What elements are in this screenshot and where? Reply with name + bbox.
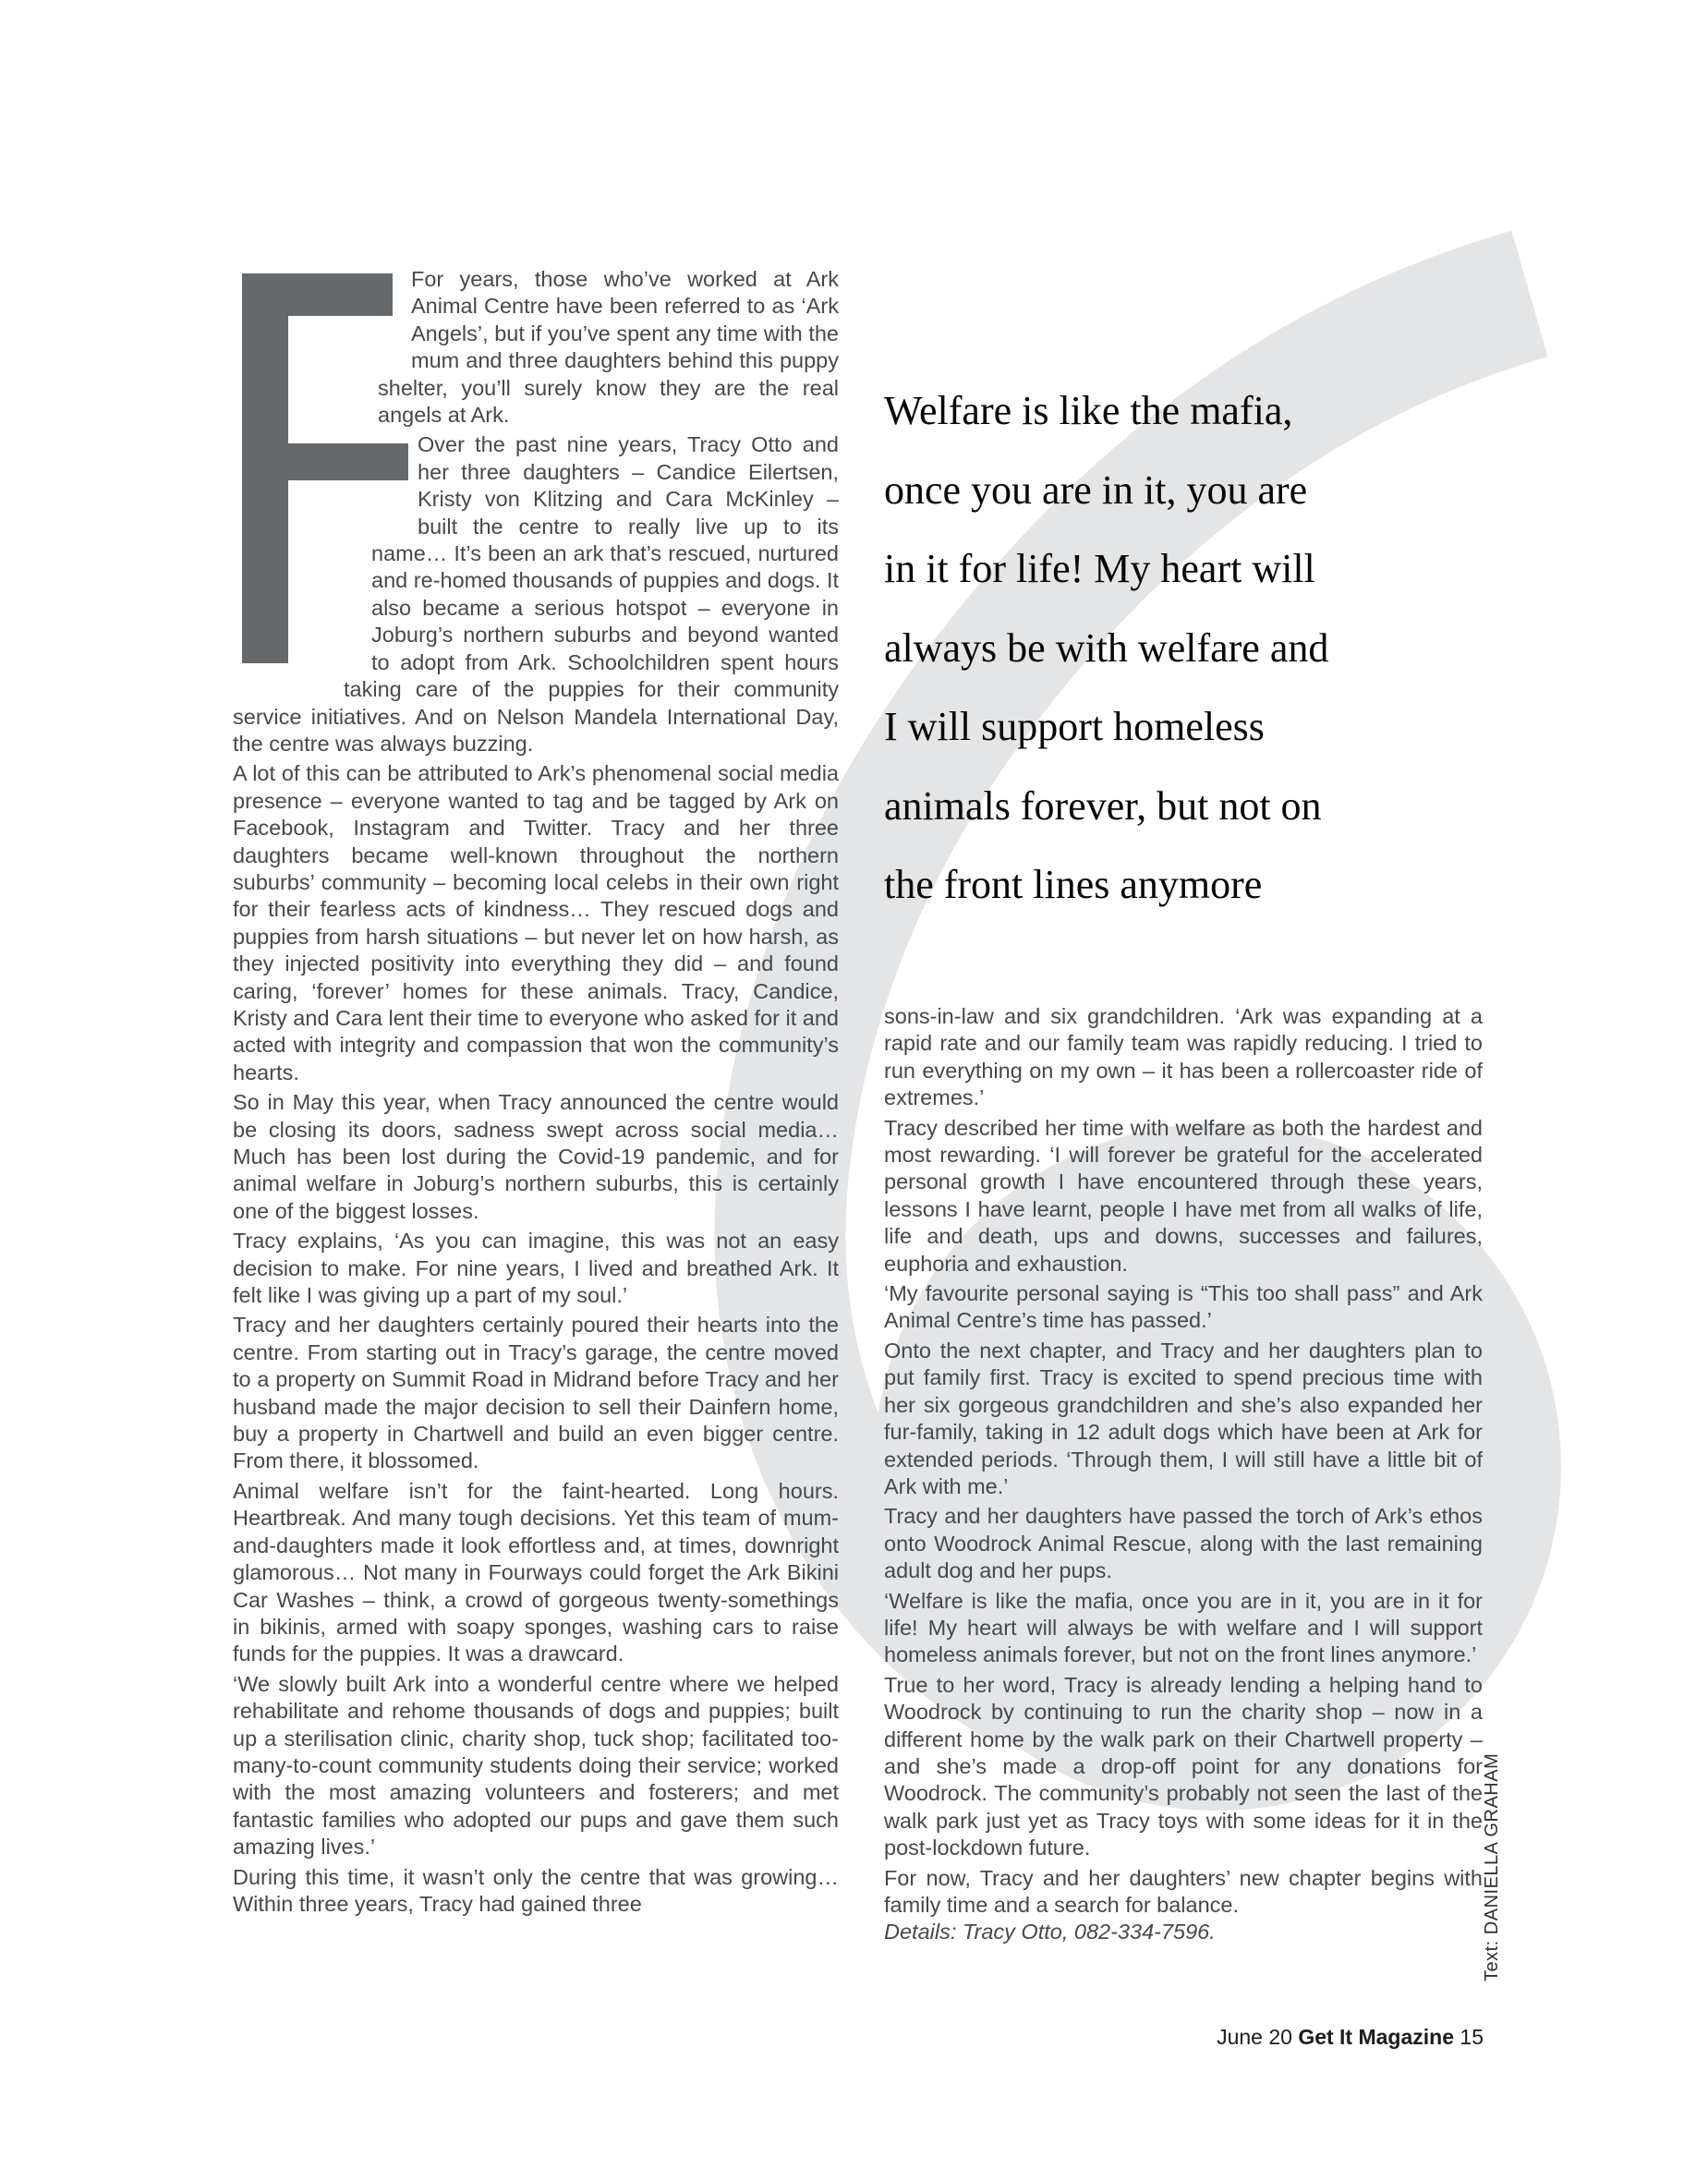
footer-magazine-title: Get It Magazine <box>1298 2025 1455 2049</box>
paragraph: sons-in-law and six grandchildren. ‘Ark was expanding at a rapid rate and our family team was rapidly reducing. I tried to run everything on my own – it has been a rollercoaster ride of extremes.’ <box>884 1004 1483 1110</box>
paragraph: Tracy described her time with welfare as both the hardest and most rewarding. ‘I will forever be grateful for the accelerated personal growth I have encountered through these years, lessons I have learnt, people I have met from all walks of life, life and death, ups and downs, successes and failures, euphoria and exhaustion. <box>884 1115 1483 1276</box>
paragraph: once you are in it, you are <box>884 466 1308 513</box>
left-column <box>233 266 839 1918</box>
contact-details: Details: Tracy Otto, 082-334-7596. <box>884 1920 1216 1945</box>
paragraph: For years, those who’ve worked at Ark Animal Centre have been referred to as ‘Ark Angels’, but if you’ve spent any time with the mum and three daughters behind this puppy shelter, you’ll surely know they are the real angels at Ark. <box>378 267 839 428</box>
paragraph: ‘My favourite personal saying is “This too shall pass” and Ark Animal Centre’s time has passed.’ <box>884 1281 1483 1333</box>
paragraph: Tracy explains, ‘As you can imagine, this was not an easy decision to make. For nine years, I lived and breathed Ark. It felt like I was giving up a part of my soul.’ <box>233 1229 839 1308</box>
author-credit: Text: DANIELLA GRAHAM <box>1482 1752 1502 1981</box>
right-column <box>884 1003 1483 1946</box>
paragraph: the front lines anymore <box>884 862 1263 907</box>
paragraph: A lot of this can be attributed to Ark’s phenomenal social media presence – everyone wanted to tag and be tagged by Ark on Facebook, Instagram and Twitter. Tracy and her three daughters became well-known throughout the northern suburbs’ community – becoming local celebs in their own right for their fearless acts of kindness… They rescued dogs and puppies from harsh situations – but never let on how harsh, as they injected positivity into everything they did – and found caring, ‘forever’ homes for these animals. Tracy, Candice, Kristy and Cara lent their time to everyone who asked for it and acted with integrity and compassion that won the community’s hearts. <box>233 761 839 1084</box>
paragraph: ‘Welfare is like the mafia, once you are in it, you are in it for life! My heart will always be with welfare and I will support homeless animals forever, but not on the front lines anymore.’ <box>884 1588 1483 1667</box>
pull-quote-lines <box>884 371 1494 925</box>
paragraph: True to her word, Tracy is already lending a helping hand to Woodrock by continuing to run the charity shop – now in a different home by the walk park on their Chartwell property – and she’s made a drop-off point for any donations for Woodrock. The community’s probably not seen the last of the walk park just yet as Tracy toys with some ideas for it in the post-lockdown future. <box>884 1672 1483 1860</box>
paragraph: Animal welfare isn’t for the faint-hearted. Long hours. Heartbreak. And many tough decisions. Yet this team of mum-and-daughters made it look effortless and, at times, downright glamorous… Not many in Fourways could forget the Ark Bikini Car Washes – think, a crowd of gorgeous twenty-somethings in bikinis, armed with soapy sponges, washing cars to raise funds for the puppies. It was a drawcard. <box>233 1478 839 1666</box>
paragraph: Over the past nine years, Tracy Otto and her three daughters – Candice Eilertsen, Kristy von Klitzing and Cara McKinley – built the centre to really live up to its name… It’s been an ark that’s rescued, nurtured and re-homed thousands of puppies and dogs. It also became a serious hotspot – everyone in Joburg’s northern suburbs and beyond wanted to adopt from Ark. Schoolchildren spent hours taking care of the puppies for their community service initiatives. And on Nelson Mandela International Day, the centre was always buzzing. <box>233 432 839 756</box>
page-footer <box>924 2025 1484 2050</box>
paragraph: in it for life! My heart will <box>884 546 1315 591</box>
paragraph: During this time, it wasn’t only the centre that was growing… Within three years, Tracy had gained three <box>233 1864 839 1916</box>
paragraph: always be with welfare and <box>884 624 1329 671</box>
paragraph: So in May this year, when Tracy announced the centre would be closing its doors, sadness swept across social media… Much has been lost during the Covid-19 pandemic, and for animal welfare in Joburg’s northern suburbs, this is certainly one of the biggest losses. <box>233 1090 839 1223</box>
paragraph: Tracy and her daughters have passed the torch of Ark’s ethos onto Woodrock Animal Rescue, along with the last remaining adult dog and her pups. <box>884 1504 1483 1583</box>
pull-quote <box>884 371 1494 925</box>
paragraph: Onto the next chapter, and Tracy and her daughters plan to put family first. Tracy is excited to spend precious time with her six gorgeous grandchildren and she’s also expanded her fur-family, taking in 12 adult dogs which have been at Ark for extended periods. ‘Through them, I will still have a little bit of Ark with me.’ <box>884 1338 1483 1498</box>
paragraph: ‘We slowly built Ark into a wonderful centre where we helped rehabilitate and rehome thousands of dogs and puppies; built up a sterilisation clinic, charity shop, tuck shop; facilitated too-many-to-count community students doing their service; worked with the most amazing volunteers and fosterers; and met fantastic families who adopted our pups and gave them such amazing lives.’ <box>233 1671 839 1860</box>
right-column-paragraphs <box>884 1003 1483 1919</box>
paragraph: animals forever, but not on <box>884 782 1322 829</box>
footer-issue: June 20 <box>1217 2025 1292 2049</box>
paragraph: I will support homeless <box>884 704 1265 749</box>
paragraph: Tracy and her daughters certainly poured their hearts into the centre. From starting out in Tracy’s garage, the centre moved to a property on Summit Road in Midrand before Tracy and her husband made the major decision to sell their Dainfern home, buy a property in Chartwell and build an even bigger centre. From there, it blossomed. <box>233 1313 839 1473</box>
paragraph: Welfare is like the mafia, <box>884 388 1293 433</box>
footer-page-number: 15 <box>1460 2025 1484 2049</box>
paragraph: For now, Tracy and her daughters’ new chapter begins with family time and a search for balance. <box>884 1865 1483 1917</box>
